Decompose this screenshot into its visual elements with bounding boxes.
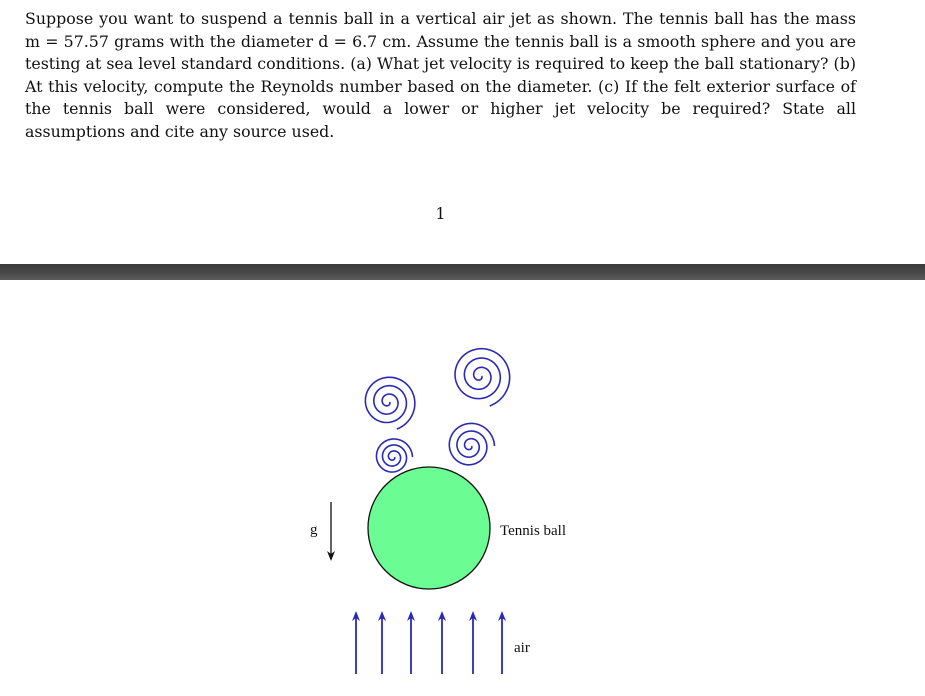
vortex-swirl (449, 423, 494, 464)
air-jet-arrows (356, 616, 502, 674)
vortex-swirl (365, 377, 414, 429)
wake-vortices (365, 349, 509, 472)
tennis-ball (368, 467, 490, 589)
gravity-label: g (310, 522, 318, 538)
tennis-ball-figure (0, 280, 925, 696)
vortex-swirl (455, 349, 510, 406)
vortex-swirl (376, 439, 412, 472)
ball-label: Tennis ball (500, 523, 567, 539)
problem-statement: Suppose you want to suspend a tennis ball in a vertical air jet as shown. The tennis ball has the mass m = 57.57 grams with the diameter d = 6.7 cm. Assume the tennis ball is a smooth sphere and you are testing at sea level standard conditions. (a) What jet velocity is required to keep the ball stationary? (b) At this velocity, compute the Reynolds number based on the diameter. (c) If the felt exterior surface of the tennis ball were considered, would a lower or higher jet velocity be required? State all assumptions and cite any source used. (25, 9, 856, 141)
page-number: 1 (435, 204, 446, 223)
air-label: air (514, 640, 530, 656)
page-divider (0, 264, 925, 280)
